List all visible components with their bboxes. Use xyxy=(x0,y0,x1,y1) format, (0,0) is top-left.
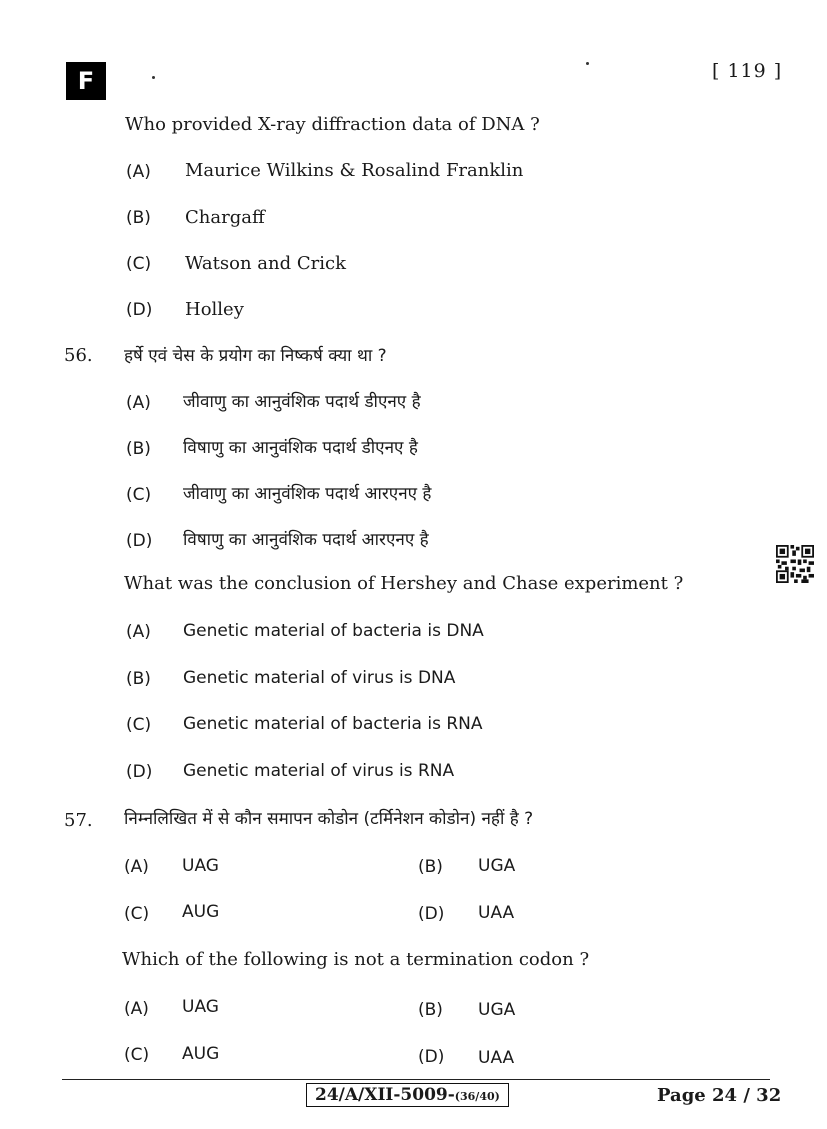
option-text: Holley xyxy=(185,299,244,320)
option-text: UAG xyxy=(182,997,219,1017)
option-label: (B) xyxy=(126,208,151,228)
speck xyxy=(586,62,589,65)
option-label: (B) xyxy=(418,857,443,877)
option-label: (C) xyxy=(126,485,152,505)
question-text-hindi: हर्षे एवं चेस के प्रयोग का निष्कर्ष क्या था ? xyxy=(124,346,387,366)
option-label: (A) xyxy=(126,393,151,413)
option-text: UGA xyxy=(478,856,516,876)
question-text: What was the conclusion of Hershey and Chase experiment ? xyxy=(124,573,684,594)
option-text: UAA xyxy=(478,903,515,923)
qr-code-icon xyxy=(776,545,814,583)
option-text: Genetic material of bacteria is RNA xyxy=(183,714,483,734)
paper-code-suffix: (36/40) xyxy=(454,1090,500,1103)
option-label: (A) xyxy=(124,857,149,877)
option-label: (A) xyxy=(126,162,151,182)
option-label: (C) xyxy=(126,715,152,735)
question-text: Which of the following is not a termination codon ? xyxy=(122,949,590,970)
question-text: Who provided X-ray diffraction data of DNA ? xyxy=(125,114,540,135)
set-code-badge: F xyxy=(66,62,106,100)
option-label: (D) xyxy=(418,1047,445,1067)
option-text: AUG xyxy=(182,1044,220,1064)
footer-divider xyxy=(62,1079,770,1080)
option-text: Genetic material of virus is DNA xyxy=(183,668,456,688)
option-label: (B) xyxy=(126,439,151,459)
option-label: (C) xyxy=(124,904,150,924)
option-label: (D) xyxy=(126,762,153,782)
page-number: Page 24 / 32 xyxy=(657,1085,782,1106)
option-label: (A) xyxy=(126,622,151,642)
handwritten-page-stamp: [ 119 ] xyxy=(712,60,783,82)
option-text-hindi: विषाणु का आनुवंशिक पदार्थ आरएनए है xyxy=(183,530,429,550)
option-text: Maurice Wilkins & Rosalind Franklin xyxy=(185,160,524,181)
paper-code: 24/A/XII-5009- xyxy=(315,1085,455,1105)
option-text-hindi: जीवाणु का आनुवंशिक पदार्थ डीएनए है xyxy=(183,392,421,412)
option-label: (C) xyxy=(126,254,152,274)
option-text: UAG xyxy=(182,856,219,876)
option-label: (B) xyxy=(418,1000,443,1020)
option-label: (A) xyxy=(124,999,149,1019)
option-label: (D) xyxy=(418,904,445,924)
option-text: UAA xyxy=(478,1048,515,1068)
option-text: Genetic material of virus is RNA xyxy=(183,761,455,781)
option-label: (B) xyxy=(126,669,151,689)
question-text-hindi: निम्नलिखित में से कौन समापन कोडोन (टर्मिनेशन कोडोन) नहीं है ? xyxy=(124,809,534,829)
option-text-hindi: विषाणु का आनुवंशिक पदार्थ डीएनए है xyxy=(183,438,418,458)
question-number: 57. xyxy=(64,810,93,831)
option-text: AUG xyxy=(182,902,220,922)
option-label: (D) xyxy=(126,531,153,551)
option-text: Watson and Crick xyxy=(185,253,346,274)
question-number: 56. xyxy=(64,345,93,366)
option-text: Genetic material of bacteria is DNA xyxy=(183,621,484,641)
option-text: Chargaff xyxy=(185,207,265,228)
option-label: (C) xyxy=(124,1045,150,1065)
paper-code-box xyxy=(306,1083,509,1107)
option-label: (D) xyxy=(126,300,153,320)
speck xyxy=(152,76,155,79)
option-text-hindi: जीवाणु का आनुवंशिक पदार्थ आरएनए है xyxy=(183,484,432,504)
option-text: UGA xyxy=(478,1000,516,1020)
